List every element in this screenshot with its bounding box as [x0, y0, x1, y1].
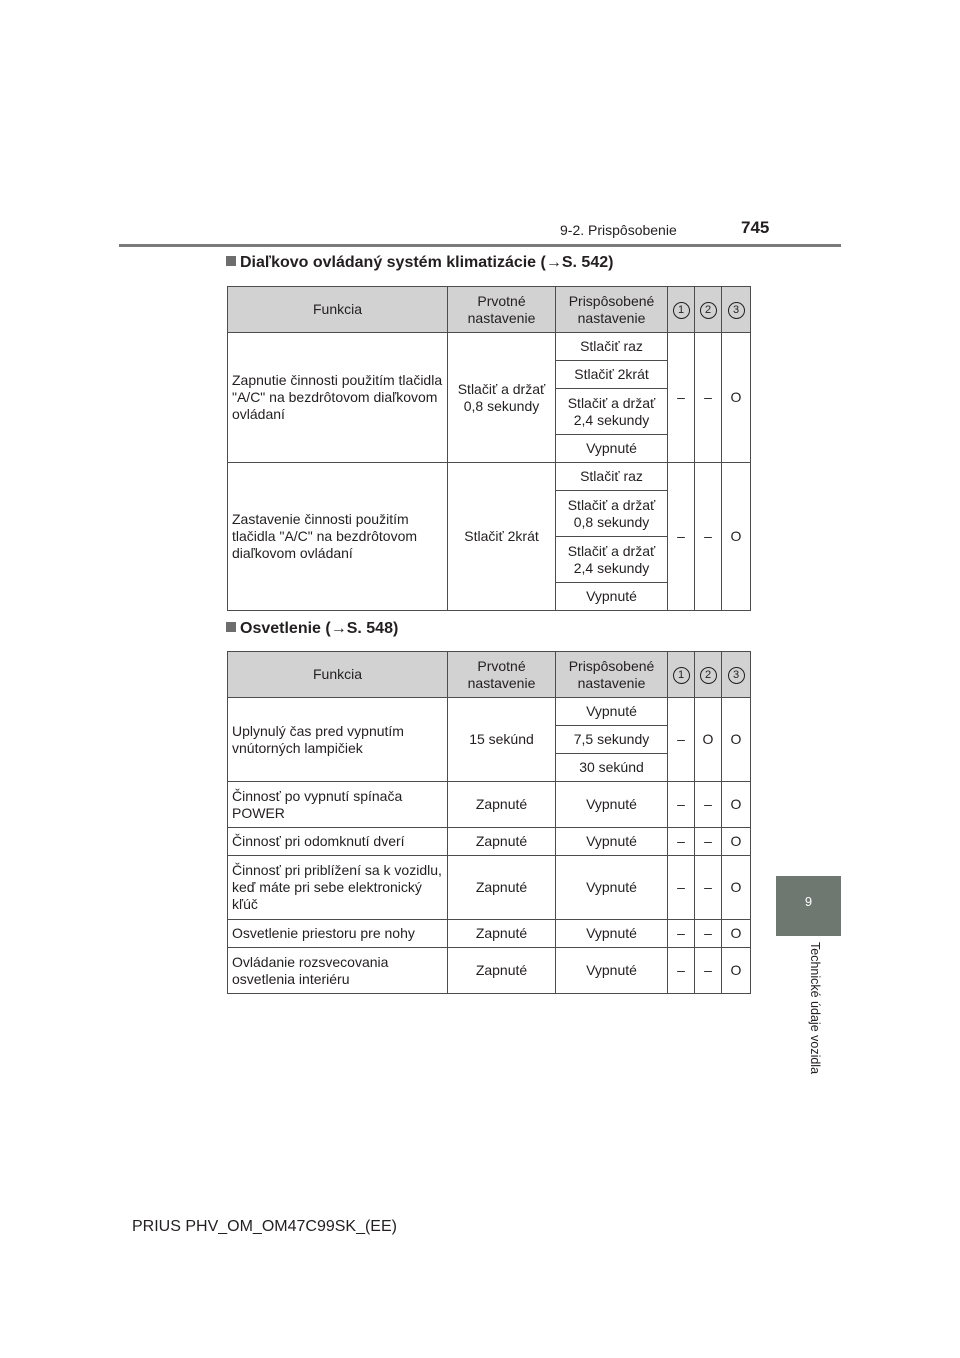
default-cell: Zapnuté	[448, 920, 556, 948]
mode-3-cell: O	[722, 828, 751, 856]
mode-1-cell: –	[668, 948, 695, 994]
mode-3-cell: O	[722, 333, 751, 463]
header-section-title: 9-2. Prispôsobenie	[560, 222, 677, 238]
circled-number: 1	[673, 302, 690, 319]
function-cell: Činnosť pri priblížení sa k vozidlu, keď máte pri sebe elektronický kľúč	[228, 856, 448, 920]
col-header-custom: Prispôsobené nastavenie	[556, 652, 668, 698]
default-cell: Zapnuté	[448, 948, 556, 994]
col-header-function: Funkcia	[228, 652, 448, 698]
default-cell: Zapnuté	[448, 828, 556, 856]
col-header-default: Prvotné nastavenie	[448, 287, 556, 333]
option-cell: Vypnuté	[556, 435, 668, 463]
col-header-mode-2	[695, 287, 722, 333]
option-cell: Vypnuté	[556, 782, 668, 828]
mode-3-cell: O	[722, 948, 751, 994]
circled-number: 2	[700, 667, 717, 684]
chapter-tab	[776, 876, 841, 936]
col-header-mode-2	[695, 652, 722, 698]
section-title-text: Osvetlenie (→S. 548)	[240, 620, 399, 637]
default-cell: Zapnuté	[448, 782, 556, 828]
option-cell: 7,5 sekundy	[556, 726, 668, 754]
circled-number: 1	[673, 667, 690, 684]
mode-2-cell: –	[695, 948, 722, 994]
table-row	[228, 333, 751, 361]
table-row	[228, 920, 751, 948]
mode-1-cell: –	[668, 698, 695, 782]
col-header-function: Funkcia	[228, 287, 448, 333]
option-cell: 30 sekúnd	[556, 754, 668, 782]
mode-2-cell: –	[695, 828, 722, 856]
table-row	[228, 782, 751, 828]
option-cell: Stlačiť 2krát	[556, 361, 668, 389]
option-cell: Vypnuté	[556, 920, 668, 948]
section-title-lighting	[226, 620, 398, 638]
default-cell: Zapnuté	[448, 856, 556, 920]
option-cell: Stlačiť raz	[556, 333, 668, 361]
section-title-text: Diaľkovo ovládaný systém klimatizácie (→S. 542)	[240, 254, 614, 271]
col-header-default: Prvotné nastavenie	[448, 652, 556, 698]
mode-1-cell: –	[668, 333, 695, 463]
default-cell: Stlačiť a držať 0,8 sekundy	[448, 333, 556, 463]
mode-3-cell: O	[722, 856, 751, 920]
mode-3-cell: O	[722, 920, 751, 948]
default-cell: 15 sekúnd	[448, 698, 556, 782]
mode-2-cell: O	[695, 698, 722, 782]
default-cell: Stlačiť 2krát	[448, 463, 556, 611]
option-cell: Stlačiť raz	[556, 463, 668, 491]
mode-2-cell: –	[695, 856, 722, 920]
circled-number: 2	[700, 302, 717, 319]
function-cell: Uplynulý čas pred vypnutím vnútorných lampičiek	[228, 698, 448, 782]
col-header-mode-1	[668, 652, 695, 698]
mode-3-cell: O	[722, 463, 751, 611]
table-header-row	[228, 287, 751, 333]
header-divider	[119, 244, 841, 247]
page-number: 745	[741, 218, 770, 237]
mode-1-cell: –	[668, 920, 695, 948]
table-row	[228, 828, 751, 856]
col-header-mode-3	[722, 287, 751, 333]
table-row	[228, 948, 751, 994]
mode-2-cell: –	[695, 782, 722, 828]
function-cell: Osvetlenie priestoru pre nohy	[228, 920, 448, 948]
mode-1-cell: –	[668, 856, 695, 920]
option-cell: Vypnuté	[556, 948, 668, 994]
option-cell: Vypnuté	[556, 583, 668, 611]
function-cell: Zastavenie činnosti použitím tlačidla "A/C" na bezdrôtovom diaľkovom ovládaní	[228, 463, 448, 611]
table-row	[228, 698, 751, 726]
table-row	[228, 856, 751, 920]
function-cell: Ovládanie rozsvecovania osvetlenia interiéru	[228, 948, 448, 994]
footer-model-code: PRIUS PHV_OM_OM47C99SK_(EE)	[132, 1218, 397, 1235]
col-header-custom: Prispôsobené nastavenie	[556, 287, 668, 333]
table-header-row	[228, 652, 751, 698]
mode-1-cell: –	[668, 463, 695, 611]
mode-1-cell: –	[668, 828, 695, 856]
option-cell: Vypnuté	[556, 828, 668, 856]
mode-2-cell: –	[695, 463, 722, 611]
option-cell: Vypnuté	[556, 856, 668, 920]
function-cell: Činnosť po vypnutí spínača POWER	[228, 782, 448, 828]
col-header-mode-3	[722, 652, 751, 698]
function-cell: Činnosť pri odomknutí dverí	[228, 828, 448, 856]
bullet-square-icon	[226, 256, 236, 266]
bullet-square-icon	[226, 622, 236, 632]
col-header-mode-1	[668, 287, 695, 333]
mode-3-cell: O	[722, 782, 751, 828]
chapter-label: Technické údaje vozidla	[808, 942, 822, 1075]
mode-2-cell: –	[695, 333, 722, 463]
mode-2-cell: –	[695, 920, 722, 948]
remote-ac-table	[227, 286, 751, 611]
chapter-number: 9	[804, 894, 813, 909]
lighting-table	[227, 651, 751, 994]
function-cell: Zapnutie činnosti použitím tlačidla "A/C" na bezdrôtovom diaľkovom ovládaní	[228, 333, 448, 463]
option-cell: Stlačiť a držať 2,4 sekundy	[556, 389, 668, 435]
option-cell: Vypnuté	[556, 698, 668, 726]
option-cell: Stlačiť a držať 0,8 sekundy	[556, 491, 668, 537]
section-title-remote-ac	[226, 254, 613, 272]
option-cell: Stlačiť a držať 2,4 sekundy	[556, 537, 668, 583]
table-row	[228, 463, 751, 491]
circled-number: 3	[728, 302, 745, 319]
mode-1-cell: –	[668, 782, 695, 828]
circled-number: 3	[728, 667, 745, 684]
mode-3-cell: O	[722, 698, 751, 782]
